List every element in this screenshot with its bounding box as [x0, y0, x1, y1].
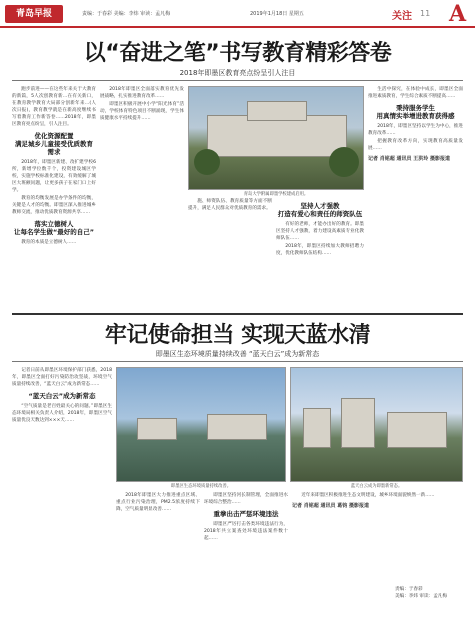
skyline-photo	[290, 367, 463, 482]
paragraph: 有好的老师，才能办出好的教育。即墨区坚持人才强教，着力建设高素质专业化教师队伍……	[276, 222, 364, 241]
building-shape	[303, 408, 331, 448]
article2-subhead-2: 重拳出击严惩环境违法	[213, 510, 279, 518]
article2-subhead-1: “蓝天白云”成为新常态	[28, 392, 96, 400]
paragraph: “空气质量是老百姓最关心的问题。”即墨区生态环境局相关负责人介绍，2018年，即墨区空气质量优良天数达到×××天……	[12, 404, 112, 423]
article1-column-3a	[188, 198, 272, 311]
building-shape	[207, 414, 267, 440]
article2-column-4	[292, 492, 463, 584]
article2-column-2	[116, 492, 200, 612]
paragraph: 记者日前从即墨区环境保护部门获悉，2018年，即墨区全面打好污染防治攻坚战，环境空气质量持续改善，“蓝天白云”成为新常态……	[12, 368, 112, 387]
divider	[12, 313, 463, 315]
article2-column-3	[204, 492, 288, 612]
article1-column-3b	[276, 198, 364, 311]
divider	[12, 361, 463, 362]
photo-caption: 蓝天白云成为即墨新常态。	[350, 484, 403, 489]
article2-byline: 记者 肖铭超 通讯员 葛钧 摄影报道	[292, 503, 369, 509]
article1-column-1	[12, 86, 96, 311]
article1-title: 以“奋进之笔”书写教育精彩答卷	[83, 41, 392, 66]
article1-subtitle: 2018年即墨区教育亮点纷呈引人注目	[179, 69, 296, 77]
issue-date: 2019年1月18日 星期五	[250, 11, 304, 17]
paragraph: 教育的本质是立德树人……	[21, 240, 77, 245]
paragraph: 2018年即墨区全面落实教育优先发展战略，扎实推进教育改革……	[100, 87, 184, 99]
paragraph: 2018年，即墨区新建、改扩建学校6所，新增学位数千个，投资建设城区学校，实施学校标准化建设，有效缓解了城区大班额问题，让更多孩子在家门口上好学。	[12, 160, 96, 193]
paragraph: 跑步前进——在这些年来关于大教育的新篇，5人次创教育新…在有关新口，在教育教学教育大局部分创新年来…(人次日报)，教育教学就是在新高度继续书写着教育工作新答卷……2018年，即墨区教育亮点纷呈，引人注目。	[12, 87, 96, 127]
editor-line-1: 责编：于春彩	[395, 587, 423, 592]
lake-photo	[116, 367, 286, 482]
section-name: 关注	[392, 11, 412, 22]
paragraph: 生活中探究，在体验中成长，即墨区全面推进素质教育，学生综合素质不断提高……	[368, 87, 463, 99]
paragraph: 施、师资队伍、教育质量等方面不断提升，满足人民群众对优质教育的需求。	[188, 199, 272, 211]
photo-caption: 即墨区生态环境质量持续改善。	[170, 484, 232, 489]
article1-subhead-3: 坚持人才强教 打造有爱心和责任的师资队伍	[277, 202, 363, 218]
page-number: 11	[420, 9, 431, 18]
article1-subhead-2: 落实立德树人 让每名学生做“最好的自己”	[13, 220, 95, 236]
paragraph: 即墨区坚持河长制管理，全面推进水环境综合整治……	[204, 493, 288, 505]
paragraph: 把握教育改革方向，实现教育高质量发展……	[368, 139, 463, 151]
paragraph: 2018年，即墨区坚持以学生为中心，推进教育改革……	[368, 124, 463, 136]
divider	[12, 80, 463, 81]
paragraph: 即墨区积极开展中小学“阳光体育”活动，学校体育特色项目不断涌现，学生体质健康水平持续提升……	[100, 102, 184, 121]
paragraph: 即墨区严厉打击各类环境违法行为，2018年共立案查处环境违法案件数十起……	[204, 522, 288, 541]
paragraph: 2018年即墨区大力推进重点区域、重点行业污染治理，PM2.5浓度持续下降，空气质量明显改善……	[116, 493, 200, 512]
building-shape	[387, 412, 447, 448]
paragraph: 2018年，即墨区持续加大教师招聘力度，优化教师队伍结构……	[276, 244, 364, 256]
masthead	[0, 0, 475, 28]
article1-column-2	[100, 86, 184, 311]
article2-title: 牢记使命担当 实现天蓝水清	[104, 323, 371, 348]
editor-credit	[395, 586, 447, 600]
article1-subhead-4: 秉持服务学生 用真情实举增进教育获得感	[376, 104, 455, 120]
paragraph: 近年来即墨区积极推进生态文明建设，城乡环境面貌焕然一新……	[301, 493, 435, 498]
article1-subhead-1: 优化资源配置 满足城乡儿童接受优质教育需求	[15, 132, 93, 156]
building-shape	[341, 398, 375, 448]
building-shape	[207, 115, 347, 157]
article2-column-1	[12, 367, 112, 612]
article1-column-4	[368, 86, 463, 311]
newspaper-logo: 青岛早报	[5, 5, 63, 23]
tree-shape	[329, 147, 359, 177]
paragraph: 教育的均衡发展是办学条件的均衡，关键是人才的均衡。即墨区深入推进城乡教师交流，推动优质教育资源共享……	[12, 196, 96, 215]
article2-subtitle: 即墨区生态环境质量持续改善 “蓝天白云”成为新常态	[155, 350, 320, 358]
building-shape	[137, 418, 177, 440]
page-letter-mark: A	[448, 1, 467, 27]
school-photo	[188, 86, 364, 190]
editor-line: 责编：于春彩 美编：李炜 审读：孟凡梅	[82, 11, 171, 17]
editor-line-2: 美编：李炜 审读：孟凡梅	[395, 594, 447, 599]
building-shape	[247, 101, 307, 121]
tree-shape	[194, 149, 220, 175]
article1-byline: 记者 肖铭超 通讯员 王洪玲 摄影报道	[368, 156, 450, 162]
photo-caption: 青岛大学附属即墨学校建成启用。	[243, 192, 309, 197]
